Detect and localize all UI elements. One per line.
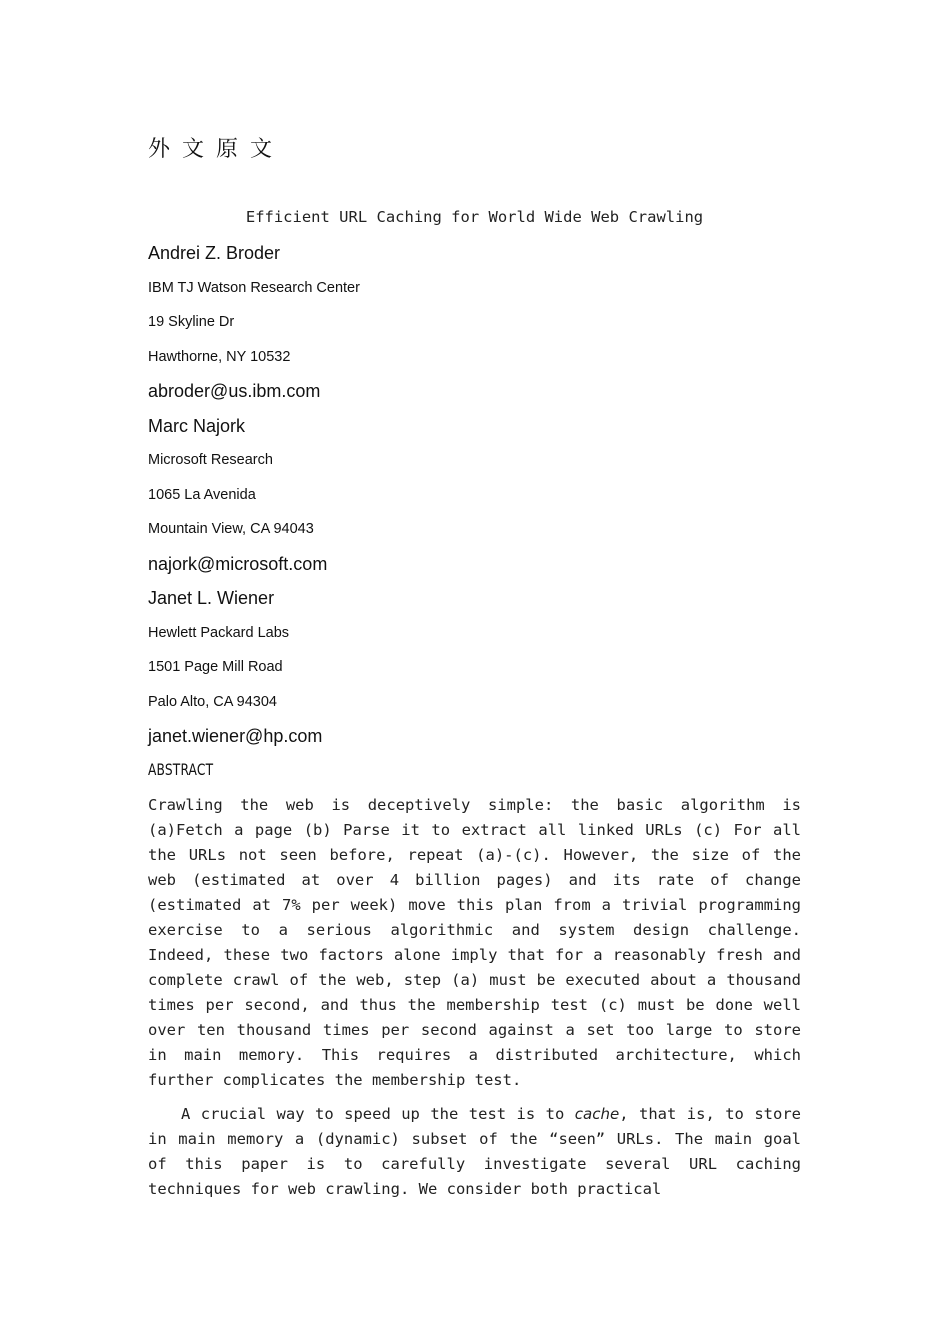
author-block xyxy=(148,586,801,759)
author-city: Mountain View, CA 94043 xyxy=(148,521,314,537)
abstract-paragraph-2 xyxy=(148,1102,801,1202)
author-affiliation: Hewlett Packard Labs xyxy=(148,624,290,641)
author-email: najork@microsoft.com xyxy=(148,553,328,574)
paper-title: Efficient URL Caching for World Wide Web Crawling xyxy=(245,208,704,226)
paragraph-text: A crucial way to speed up the test is to xyxy=(181,1105,575,1123)
abstract-heading: ABSTRACT xyxy=(148,760,214,779)
author-email: abroder@us.ibm.com xyxy=(148,381,321,401)
author-list xyxy=(148,241,801,759)
author-street: 1501 Page Mill Road xyxy=(148,659,283,675)
author-name: Andrei Z. Broder xyxy=(148,243,281,263)
author-block xyxy=(148,241,801,414)
author-affiliation: IBM TJ Watson Research Center xyxy=(148,279,360,296)
author-block xyxy=(148,414,801,587)
section-heading: 外文原文 xyxy=(148,137,285,162)
author-street: 19 Skyline Dr xyxy=(148,314,235,330)
author-name: Marc Najork xyxy=(148,415,246,436)
author-email: janet.wiener@hp.com xyxy=(148,726,323,746)
abstract-paragraph: Crawling the web is deceptively simple: the basic algorithm is (a)Fetch a page (b) Parse it to extract all linked URLs (c) For all the URLs not seen before, repeat (a)-(c). However, the size of the web (estimated at over 4 billion pages) and its rate of change (estimated at 7% per week) move this plan from a trivial programming exercise to a serious algorithmic and system design challenge. Indeed, these two factors alone imply that for a reasonably fresh and complete crawl of the web, step (a) must be executed about a thousand times per second, and thus the membership test (c) must be done well over ten thousand times per second against a set too large to store in main memory. This requires a distributed architecture, which further complicates the membership test. xyxy=(148,796,801,1089)
emphasized-term: cache xyxy=(574,1105,620,1123)
author-city: Palo Alto, CA 94304 xyxy=(148,693,277,710)
author-street: 1065 La Avenida xyxy=(148,486,256,503)
author-affiliation: Microsoft Research xyxy=(148,452,273,468)
author-city: Hawthorne, NY 10532 xyxy=(148,348,291,365)
paragraph-text: , that is, to store in main memory a (dynamic) subset of the “seen” URLs. The main goal of this paper is to carefully investigate several URL caching techniques for web crawling. We consider both practical xyxy=(148,1105,801,1198)
author-name: Janet L. Wiener xyxy=(148,588,275,608)
